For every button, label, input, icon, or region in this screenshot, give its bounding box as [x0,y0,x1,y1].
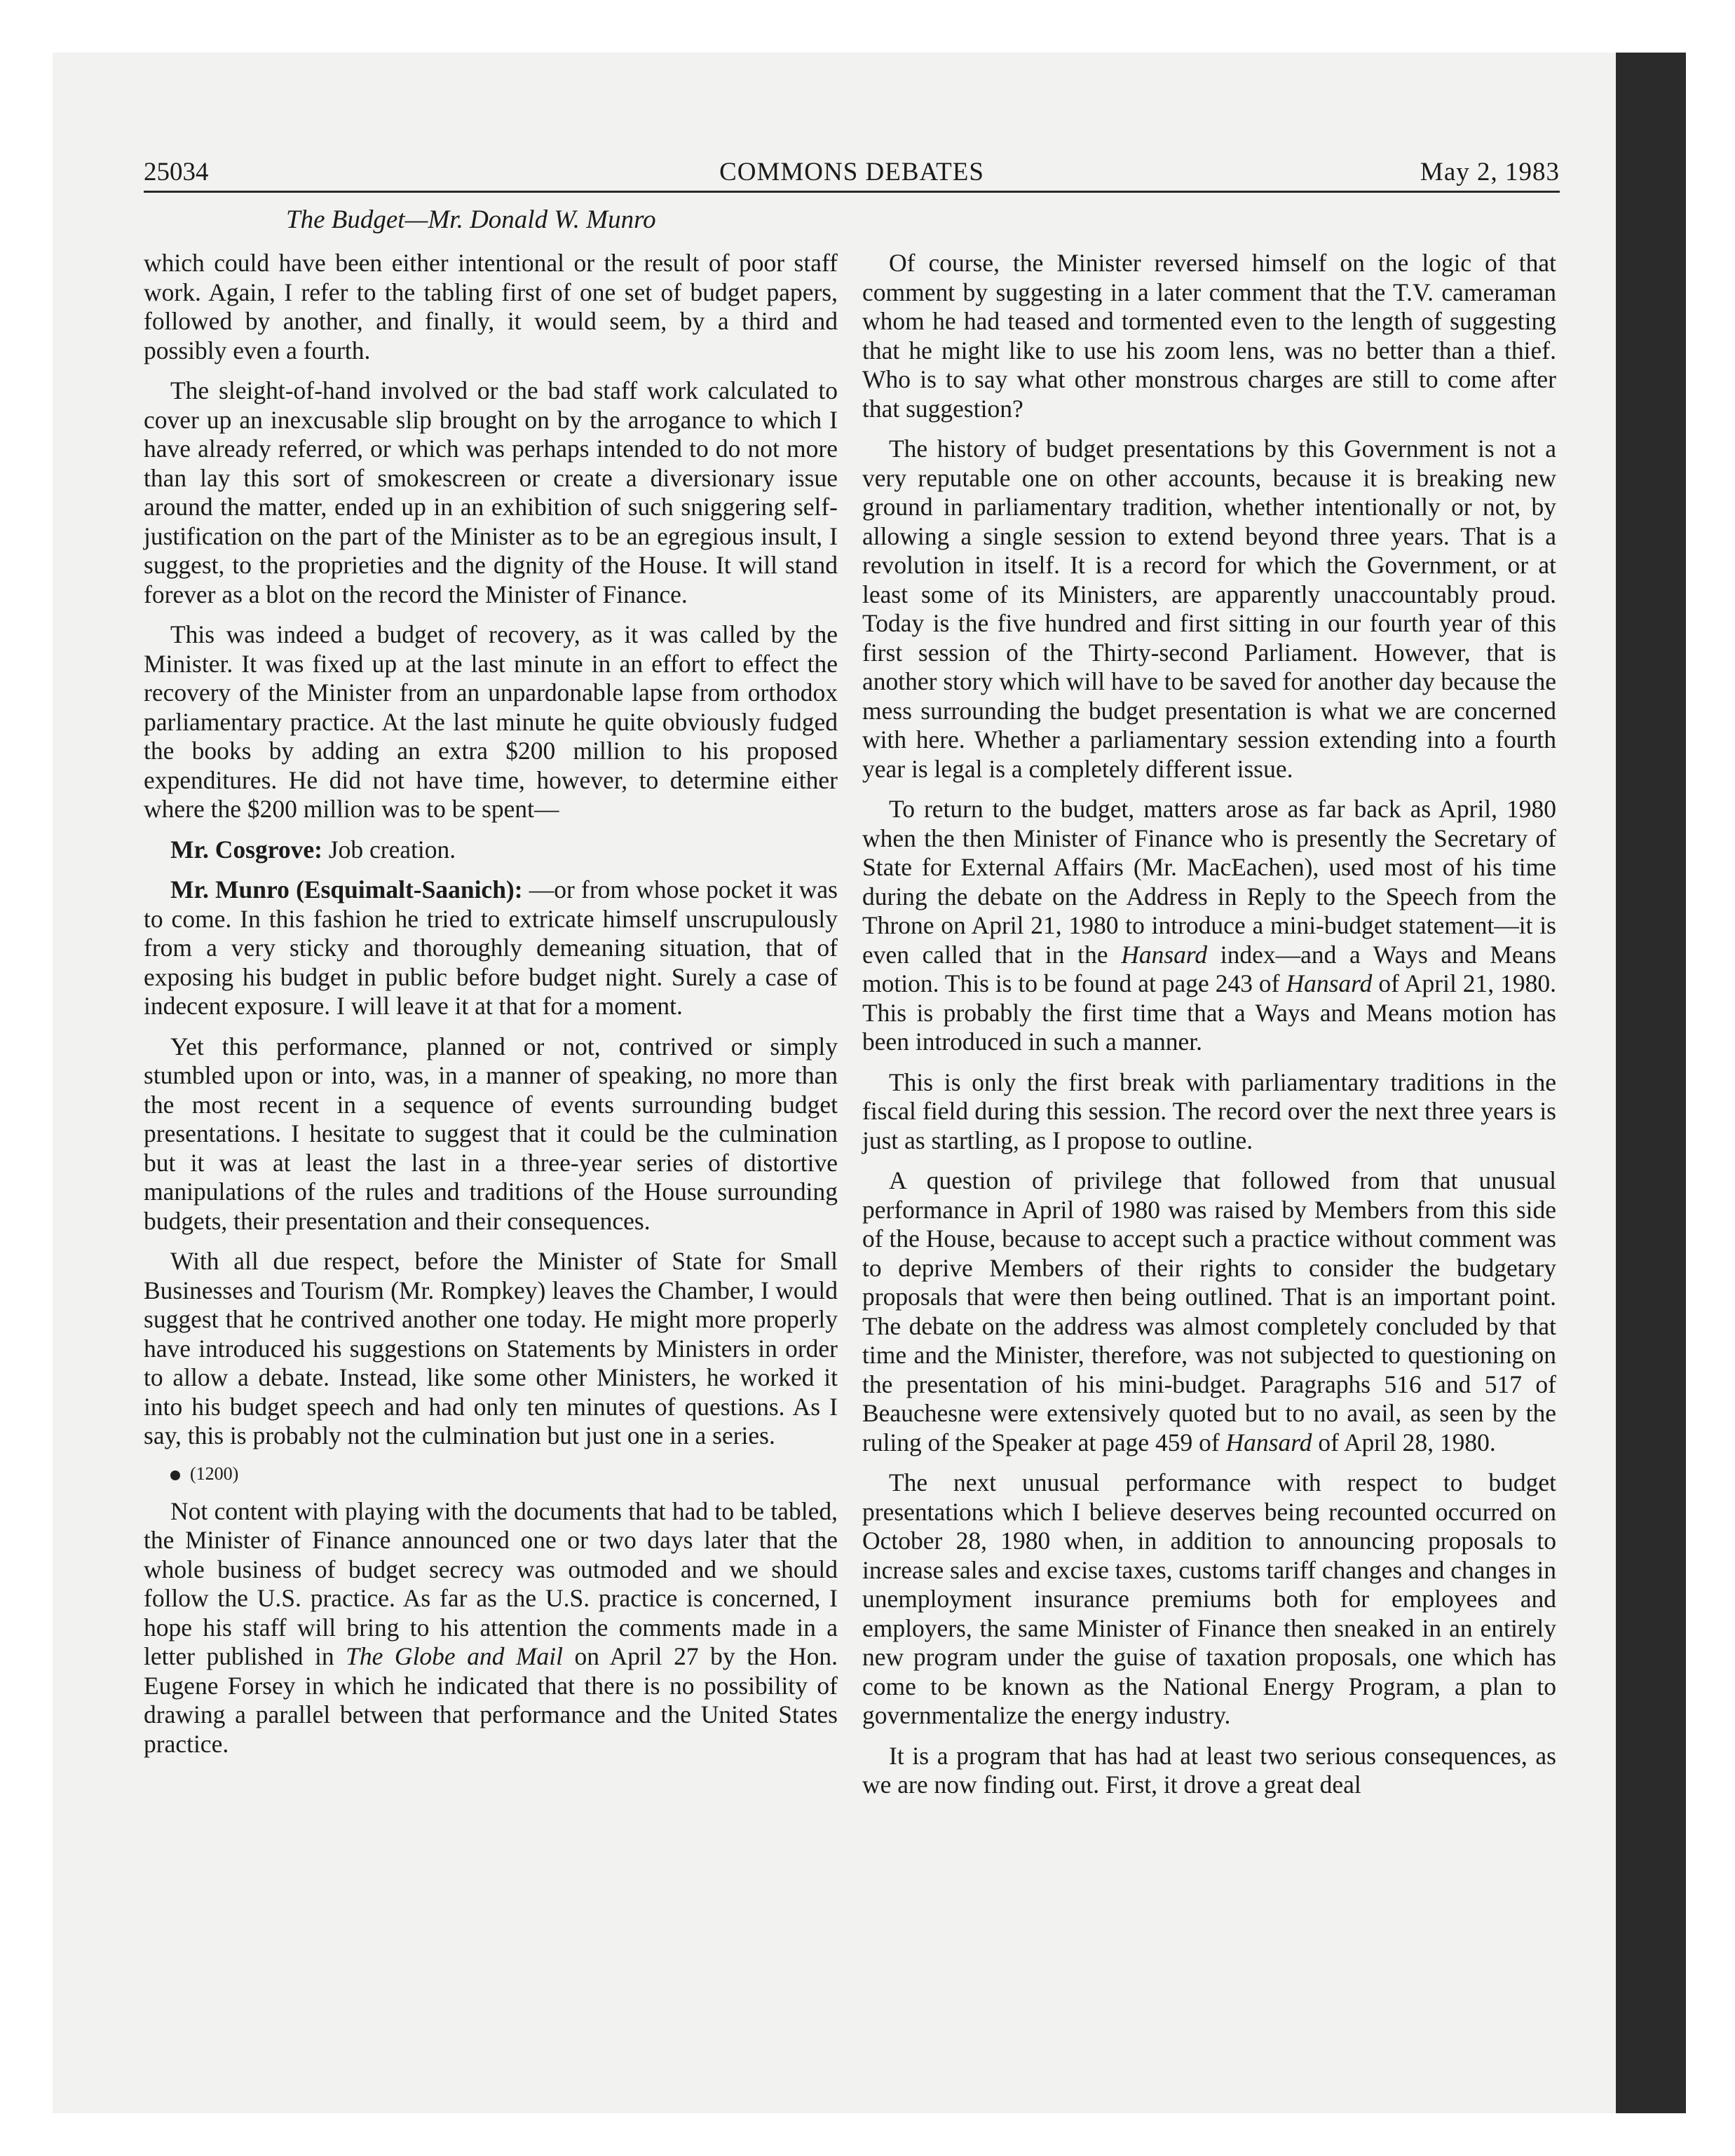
paragraph: It is a program that has had at least two serious consequences, as we are now finding out. First, it drove a great deal [862,1741,1556,1799]
paragraph [862,795,1556,1057]
paragraph [862,1166,1556,1457]
publication-title: COMMONS DEBATES [719,158,984,186]
right-column [862,249,1556,1811]
header-rule [144,191,1560,193]
hansard-title: Hansard [1121,940,1208,969]
speaker-name: Mr. Cosgrove: [170,835,322,864]
text-run: index—and a Ways and Means motion. This is to be found at page 243 of [862,940,1556,997]
page-number: 25034 [144,158,209,186]
paragraph: The sleight-of-hand involved or the bad staff work calculated to cover up an inexcusable slip brought on by the arrogance to which I have already referred, or which was perhaps intended to do not more than lay this sort of smokescreen or create a diversionary issue around the matter, ended up in an exhibition of such sniggering self-justification on the part of the Minister as to be an egregious insult, I suggest, to the proprieties and the dignity of the House. It will stand forever as a blot on the record the Minister of Finance. [144,376,838,608]
hansard-title: Hansard [1286,969,1373,997]
paragraph: The next unusual performance with respect to budget presentations which I believe deserves being recounted occurred on October 28, 1980 when, in addition to announcing proposals to increase sales and excise taxes, customs tariff changes and changes in unemployment insurance premiums both for employees and employers, the same Minister of Finance then sneaked in an entirely new program under the guise of taxation proposals, one which has come to be known as the National Energy Program, a plan to governmentalize the energy industry. [862,1468,1557,1729]
speaker-paragraph [144,835,838,865]
text-run: Not content with playing with the documents that had to be tabled, the Minister of Finance announced one or two days later that the whole business of budget secrecy was outmoded and we should follow the U.S. practice. As far as the U.S. practice is concerned, I hope his staff will bring to his attention the comments made in a letter published in [144,1496,838,1670]
scan-edge-bar [1616,53,1686,2113]
bullet-icon [170,1471,180,1480]
paragraph [144,1497,838,1759]
text-run: on April 27 by the Hon. Eugene Forsey in which he indicated that there is no possibility of drawing a parallel between that performance and the United States practice. [144,1642,838,1758]
paragraph: With all due respect, before the Minister of State for Small Businesses and Tourism (Mr. Rompkey) leaves the Chamber, I would suggest that he contrived another one today. He might more properly have introduced his suggestions on Statements by Ministers in order to allow a debate. Instead, like some other Ministers, he worked it into his budget speech and had only ten minutes of questions. As I say, this is probably not the culmination but just one in a series. [144,1247,838,1449]
left-column [144,249,838,1770]
hansard-title: Hansard [1225,1428,1312,1456]
speaker-paragraph [144,875,838,1021]
paragraph: Yet this performance, planned or not, contrived or simply stumbled upon or into, was, in a manner of speaking, no more than the most recent in a sequence of events surrounding budget presentations. I hesitate to suggest that it could be the culmination but it was at least the last in a three-year series of distortive manipulations of the rules and traditions of the House surrounding budgets, their presentation and their consequences. [144,1032,838,1235]
text-run: A question of privilege that followed from that unusual performance in April of 1980 was raised by Members from this side of the House, because to accept such a practice without comment was to deprive Members of their rights to consider the budgetary proposals that were then being outlined. That is an important point. The debate on the address was almost completely concluded by that time and the Minister, therefore, was not subjected to questioning on the presentation of his mini-budget. Paragraphs 516 and 517 of Beauchesne were extensively quoted but to no avail, as seen by the ruling of the Speaker at page 459 of [862,1166,1556,1456]
running-head: The Budget—Mr. Donald W. Munro [286,205,656,234]
time-marker-text: (1200) [190,1463,239,1484]
time-marker [144,1462,838,1486]
speaker-name: Mr. Munro (Esquimalt-Saanich): [170,875,523,903]
paragraph: which could have been either intentional or the result of poor staff work. Again, I refer to the tabling first of one set of budget papers, followed by another, and finally, it would seem, by a third and possibly even a fourth. [144,249,838,364]
newspaper-title: The Globe and Mail [346,1642,564,1670]
page-header [144,156,1560,189]
paragraph: The history of budget presentations by this Government is not a very reputable one on other accounts, because it is breaking new ground in parliamentary tradition, whether intentionally or not, by allowing a single session to extend beyond three years. That is a revolution in itself. It is a record for which the Government, or at least some of its Ministers, are apparently unaccountably proud. Today is the five hundred and first sitting in our fourth year of this first session of the Thirty-second Parliament. However, that is another story which will have to be saved for another day because the mess surrounding the budget presentation is what we are concerned with here. Whether a parliamentary session extending into a fourth year is legal is a completely different issue. [862,435,1556,783]
paragraph: This is only the first break with parliamentary traditions in the fiscal field during this session. The record over the next three years is just as startling, as I propose to outline. [862,1067,1556,1154]
text-run: To return to the budget, matters arose as far back as April, 1980 when the then Minister of Finance who is presently the Secretary of State for External Affairs (Mr. MacEachen), used most of his time during the debate on the Address in Reply to the Speech from the Throne on April 21, 1980 to introduce a mini-budget statement—it is even called that in the [862,795,1556,969]
paragraph: This was indeed a budget of recovery, as it was called by the Minister. It was fixed up at the last minute in an effort to effect the recovery of the Minister from an unpardonable lapse from orthodox parliamentary practice. At the last minute he quite obviously fudged the books by adding an extra $200 million to his proposed expenditures. He did not have time, however, to determine either where the $200 million was to be spent— [144,620,838,823]
speech-text: —or from whose pocket it was to come. In this fashion he tried to extricate himself unscrupulously from a very sticky and thoroughly demeaning situation, that of exposing his budget in public before budget night. Surely a case of indecent exposure. I will leave it at that for a moment. [144,875,838,1020]
publication-date: May 2, 1983 [1420,158,1560,186]
text-run: of April 21, 1980. This is probably the first time that a Ways and Means motion has been introduced in such a manner. [862,969,1556,1056]
speech-text: Job creation. [322,835,456,864]
text-run: of April 28, 1980. [1312,1428,1496,1456]
paragraph: Of course, the Minister reversed himself on the logic of that comment by suggesting in a later comment that the T.V. cameraman whom he had teased and tormented even to the length of suggesting that he might like to use his zoom lens, was no better than a thief. Who is to say what other monstrous charges are still to come after that suggestion? [862,249,1556,423]
